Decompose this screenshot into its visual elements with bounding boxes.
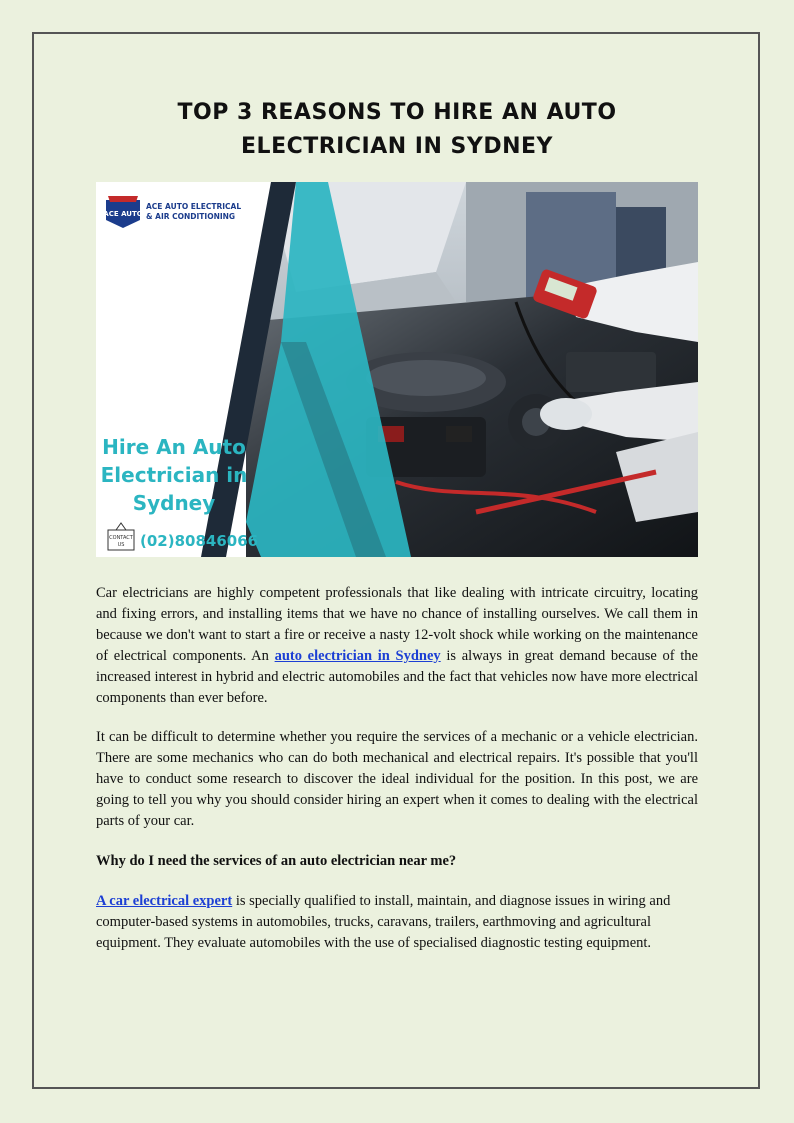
- svg-text:US: US: [117, 542, 125, 548]
- svg-text:ACE AUTO: ACE AUTO: [103, 210, 143, 218]
- paragraph-car-electrical-expert: A car electrical expert is specially qualified to install, maintain, and diagnose issues in wiring and computer-based systems in automobiles, trucks, caravans, trailers, earthmoving and agricultural equipment. They evaluate automobiles with the use of specialised diagnostic testing equipment.: [96, 893, 671, 951]
- link-car-electrical-expert[interactable]: A car electrical expert: [96, 893, 233, 909]
- link-auto-electrician-sydney[interactable]: auto electrician in Sydney: [274, 648, 441, 664]
- paragraph-mechanic-vs-electrician: It can be difficult to determine whether you require the services of a mechanic or a vehicle electrician. There are some mechanics who can do both mechanical and electrical repairs. It's possible that you'll have to conduct some research to discover the ideal individual for the position. In this post, we are going to tell you why you should consider hiring an expert when it comes to dealing with the electrical parts of your car.: [96, 729, 698, 829]
- hero-headline-line3: Sydney: [132, 491, 216, 515]
- hero-phone: (02)80846066: [140, 532, 259, 550]
- svg-text:ACE AUTO ELECTRICAL: ACE AUTO ELECTRICAL: [146, 202, 242, 211]
- svg-text:& AIR CONDITIONING: & AIR CONDITIONING: [146, 212, 236, 221]
- hero-banner: [96, 182, 698, 557]
- svg-text:CONTACT: CONTACT: [109, 535, 133, 541]
- paragraph-intro: Car electricians are highly competent professionals that like dealing with intricate circuitry, locating and fixing errors, and installing items that we have no chance of installing ourselves. We call them in because we don't want to start a fire or receive a nasty 12-volt shock while working on the maintenance of electrical components. An auto electrician in Sydney is always in great demand because of the increased interest in hybrid and electric automobiles and the fact that vehicles now have more electrical components than ever before.: [96, 585, 698, 706]
- hero-headline-line2: Electrician in: [100, 463, 248, 487]
- section-heading: Why do I need the services of an auto electrician near me?: [96, 853, 457, 869]
- hero-headline-line1: Hire An Auto: [102, 435, 246, 459]
- page-title: TOP 3 REASONS TO HIRE AN AUTO ELECTRICIAN IN SYDNEY: [177, 100, 617, 159]
